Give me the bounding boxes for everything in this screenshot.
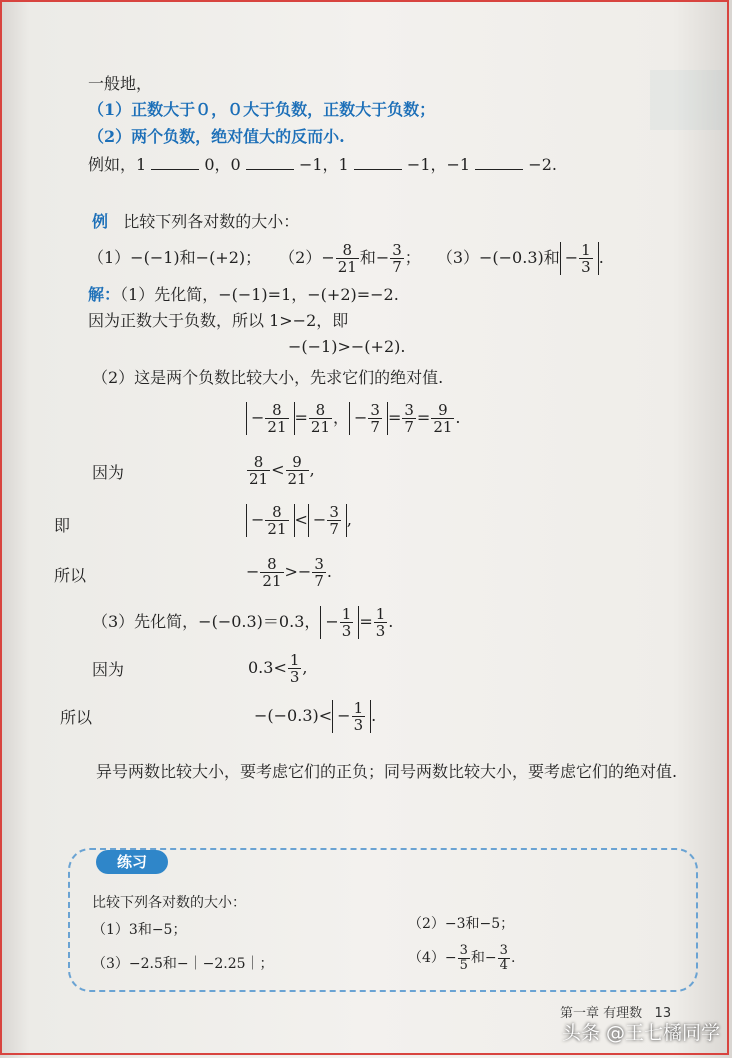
rule-1: （1）正数大于０，０大于负数，正数大于负数； [88, 100, 436, 119]
example-heading: 例 比较下列各对数的大小： [92, 212, 300, 231]
result-2: − $\frac{8}{21}$ > − $\frac{3}{7}$ . [246, 554, 332, 590]
compare-0-3: 0.3< $\frac{1}{3}$ , [248, 650, 308, 686]
ji-label: 即 [54, 516, 71, 535]
exercise-title: 比较下列各对数的大小： [92, 895, 246, 911]
blank-2[interactable] [246, 155, 294, 170]
solution-part-1: 解：（1）先化简，−(−1)=1，−(+2)=−2. [88, 285, 399, 304]
watermark: 头条 @王七橘同学 [562, 1022, 721, 1044]
solution-result-1: −(−1)>−(+2). [288, 337, 406, 356]
suoyi-label-2: 所以 [60, 708, 93, 727]
exercise-q4: （4）− $\frac{3}{5}$ 和− $\frac{3}{4}$ . [408, 942, 516, 973]
solution-part-2: （2）这是两个负数比较大小，先求它们的绝对值. [92, 368, 444, 387]
problem-1: （1）−(−1)和−(+2)； [88, 248, 262, 267]
summary-paragraph: 异号两数比较大小，要考虑它们的正负；同号两数比较大小，要考虑它们的绝对值. [96, 762, 678, 781]
exercise-q1: （1）3和−5； [92, 922, 187, 938]
blank-1[interactable] [151, 155, 199, 170]
suoyi-label-1: 所以 [54, 566, 87, 585]
solution-part-3: （3）先化简，−(−0.3)＝0.3， − $\frac{1}{3}$ = $\frac{1}{3}$ . [92, 604, 394, 640]
exercise-tab: 练习 [96, 850, 168, 874]
compare-abs: − $\frac{8}{21}$ < − $\frac{3}{7}$ , [246, 500, 352, 540]
rule-2: （2）两个负数，绝对值大的反而小. [88, 127, 345, 146]
exercise-q2: （2）−3和−5； [408, 916, 515, 932]
absolute-value: − $\frac{1}{3}$ [560, 242, 599, 275]
exercise-q3: （3）−2.5和−｜−2.25｜； [92, 956, 274, 972]
example-problems: （1）−(−1)和−(+2)； （2）− $\frac{8}{21}$ 和− $\frac{3}{7}$ ； （3）−(−0.3)和 − $\frac{1}{3}$ . [88, 240, 604, 276]
page-number: 13 [654, 1006, 672, 1021]
fraction-3-7: $\frac{3}{7}$ [392, 240, 402, 276]
because-label-2: 因为 [92, 660, 125, 679]
example-line: 例如，1 0，0 −1，1 −1，−1 −2. [88, 155, 557, 174]
result-3: −(−0.3)< − $\frac{1}{3}$ . [254, 698, 377, 734]
abs-values-eq: − $\frac{8}{21}$ = $\frac{8}{21}$ ， − $\frac{3}{7}$ = $\frac{3}{7}$ = $\frac{9}{21}$ . [246, 398, 461, 438]
bleed-through-decoration [650, 70, 730, 130]
solution-reason: 因为正数大于负数，所以 1>−2，即 [88, 311, 349, 330]
blank-4[interactable] [475, 155, 523, 170]
intro-lead: 一般地， [88, 74, 153, 93]
fraction-8-21: $\frac{8}{21}$ [337, 240, 357, 276]
compare-8-21-9-21: $\frac{8}{21}$ < $\frac{9}{21}$ , [249, 452, 315, 488]
because-label-1: 因为 [92, 463, 125, 482]
chapter-label: 第一章 有理数 [560, 1006, 643, 1021]
blank-3[interactable] [354, 155, 402, 170]
